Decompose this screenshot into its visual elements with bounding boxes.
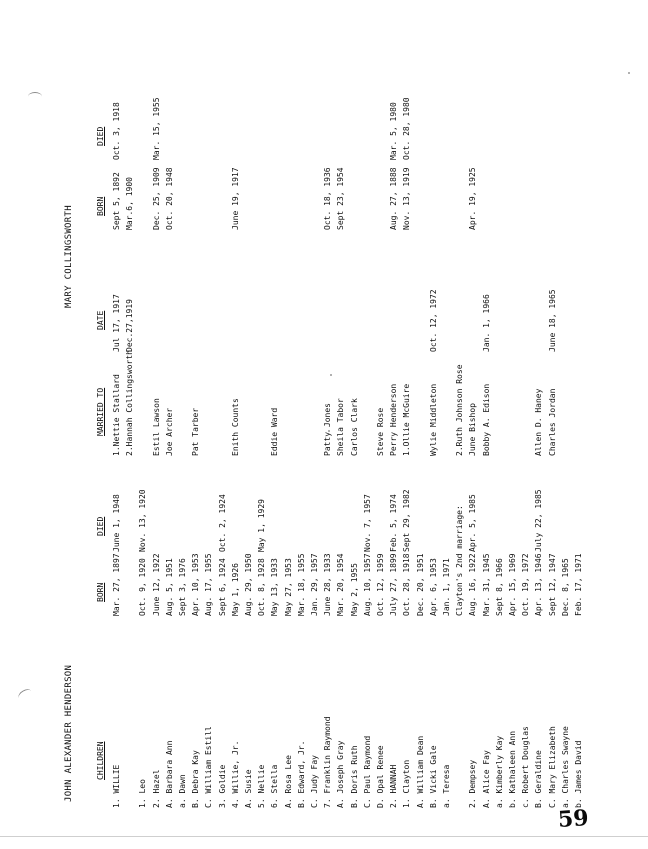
born-date: Oct. 9, 1920 [138, 558, 148, 616]
spouse-born-column-header: BORN [96, 196, 105, 216]
spouse-name: Allen D. Haney [534, 388, 544, 456]
born-date: May 13, 1933 [270, 558, 280, 616]
spouse-name: June Bishop [468, 403, 478, 456]
table-row [574, 80, 586, 820]
child-name: a. Charles Swayne [560, 726, 570, 808]
child-name: 4. Willie, Jr. [230, 740, 240, 808]
marriage-date: June 18, 1965 [547, 289, 557, 352]
child-name: A. Alice Fay [481, 750, 491, 808]
table-row [482, 80, 494, 820]
spouse-born-date: Aug. 27, 1888 [389, 167, 399, 230]
died-date: Feb. 5, 1974 [389, 494, 399, 552]
spouse-name: Estil Lawson [151, 398, 161, 456]
born-date: Apr. 10, 1953 [191, 553, 201, 616]
died-date: Nov. 7, 1957 [362, 494, 372, 552]
died-date: Sept 29, 1982 [402, 489, 412, 552]
child-name: 1. Leo [138, 779, 148, 808]
table-row [297, 80, 309, 820]
child-name: c. Robert Douglas [521, 726, 531, 808]
spouse-name: Sheila Tabor [336, 398, 346, 456]
left-family-title: JOHN ALEXANDER HENDERSON [64, 664, 74, 802]
table-row [218, 80, 230, 820]
table-row [310, 80, 322, 820]
table-row [125, 80, 137, 820]
spouse-name: Wylie Middleton [428, 383, 438, 456]
died-column-header: DIED [96, 516, 105, 536]
child-name: C. Judy Fay [310, 755, 319, 808]
table-row [416, 80, 428, 820]
died-date: Nov. 13, 1920 [138, 489, 148, 552]
table-row [231, 80, 243, 820]
table-row [152, 80, 164, 820]
spouse-name: 1.Ollie McGuire [402, 383, 412, 456]
born-date: Aug. 17, 1955 [204, 553, 214, 616]
spouse-name: 2.Hannah Collingsworth [125, 350, 135, 456]
marriage-date: Oct. 12, 1972 [428, 289, 438, 352]
table-row [323, 80, 335, 820]
scan-mark-left [17, 687, 34, 702]
spouse-born-date: Oct. 20, 1948 [164, 167, 174, 230]
died-date: May 1, 1929 [257, 499, 267, 552]
spouse-name: 2.Ruth Johnson Rose [455, 364, 465, 456]
child-name: 6. Stella [270, 764, 280, 808]
born-column-header: BORN [96, 582, 105, 602]
child-name: D. Opal Renee [376, 745, 385, 808]
spouse-born-date: Apr. 19, 1925 [468, 167, 478, 230]
table-row [402, 80, 414, 820]
page-number: 59 [557, 804, 590, 834]
child-name: A. Susie [244, 769, 253, 808]
spouse-name: Steve Rose [376, 407, 385, 456]
born-date: Mar. 18, 1955 [296, 553, 306, 616]
child-name: 7. Franklin Raymond [323, 716, 333, 808]
child-name: C. Paul Raymond [362, 735, 372, 808]
spouse-name: 1.Nettie Stallard [112, 374, 121, 456]
born-date: Clayton's 2nd marriage: [455, 505, 465, 616]
marriage-date: Jan. 1, 1966 [481, 294, 491, 352]
born-date: June 28, 1933 [323, 553, 333, 616]
table-row [112, 80, 124, 820]
born-date: Feb. 17, 1971 [574, 553, 583, 616]
child-name: B. Doris Ruth [349, 745, 359, 808]
table-row [561, 80, 573, 820]
born-date: Oct. 12, 1959 [376, 553, 385, 616]
born-date: Mar. 27, 1897 [112, 553, 121, 616]
born-date: Jan. 29, 1957 [310, 553, 319, 616]
table-row [548, 80, 560, 820]
born-date: June 12, 1922 [151, 553, 161, 616]
table-row [350, 80, 362, 820]
child-name: A. Rosa Lee [283, 755, 293, 808]
born-date: Dec. 8, 1965 [560, 558, 570, 616]
table-row [508, 80, 520, 820]
marriage-date: Dec.27,1919 [125, 299, 135, 352]
child-name: C. Mary Elizabeth [547, 726, 557, 808]
table-row [442, 80, 454, 820]
scan-speck [628, 72, 630, 74]
spouse-died-date: Oct. 28, 1980 [402, 97, 412, 160]
born-date: Sept 6, 1924 [217, 558, 227, 616]
table-row [244, 80, 256, 820]
married-to-column-header: MARRIED TO [96, 387, 105, 436]
born-date: Sept 12, 1947 [547, 553, 557, 616]
born-date: Mar. 20, 1954 [336, 553, 346, 616]
spouse-born-date: Sept 23, 1954 [336, 167, 346, 230]
born-date: Oct. 19, 1972 [521, 553, 531, 616]
child-name: A. Joseph Gray [336, 740, 346, 808]
child-name: B. Vicki Gale [428, 745, 438, 808]
born-date: Sept 3, 1976 [178, 558, 187, 616]
child-name: 2. HANNAH [389, 764, 399, 808]
died-date: July 22, 1985 [534, 489, 544, 552]
child-name: a. Teresa [442, 764, 451, 808]
table-row [429, 80, 441, 820]
died-date: Apr. 5, 1985 [468, 494, 478, 552]
child-name: 1. WILLIE [112, 764, 121, 808]
spouse-born-date: Mar.6, 1900 [125, 177, 135, 230]
child-name: b. James David [574, 740, 583, 808]
born-date: Mar. 31, 1945 [481, 553, 491, 616]
spouse-born-date: June 19, 1917 [230, 167, 240, 230]
spouse-born-date: Nov. 13, 1919 [402, 167, 412, 230]
table-row [389, 80, 401, 820]
date-column-header: DATE [96, 310, 105, 330]
born-date: Oct. 28, 1918 [402, 553, 412, 616]
spouse-name: Patty Jones [323, 403, 333, 456]
child-name: B. Edward, Jr. [296, 740, 306, 808]
spouse-died-date: Mar. 15, 1955 [151, 97, 161, 160]
child-name: B. Debra Kay [191, 750, 201, 808]
born-date: May 27, 1953 [283, 558, 293, 616]
table-row [376, 80, 388, 820]
child-name: 2. Hazel [151, 769, 161, 808]
table-row [165, 80, 177, 820]
child-name: a. Kimberly Kay [494, 735, 504, 808]
born-date: Aug. 10, 1957 [362, 553, 372, 616]
child-name: 3. Goldie [217, 764, 227, 808]
spouse-born-date: Dec. 25, 1909 [151, 167, 161, 230]
spouse-name: Carlos Clark [349, 398, 359, 456]
table-row [204, 80, 216, 820]
right-family-title: MARY COLLINGSWORTH [64, 205, 74, 308]
spouse-name: Enith Counts [230, 398, 240, 456]
born-date: Aug. 29, 1950 [244, 553, 253, 616]
child-name: A. Barbara Ann [164, 740, 174, 808]
spouse-died-date: Mar. 5, 1980 [389, 102, 399, 160]
born-date: May 1, 1926 [230, 563, 240, 616]
child-name: 1. Clayton [402, 759, 412, 808]
children-column-header: CHILDREN [96, 741, 105, 780]
table-row [363, 80, 375, 820]
spouse-name: Charles Jordan [547, 388, 557, 456]
child-name: b. Kathaleen Ann [508, 730, 517, 808]
spouse-born-date: Oct. 18, 1936 [323, 167, 333, 230]
table-row [455, 80, 467, 820]
table-row [178, 80, 190, 820]
table-row [468, 80, 480, 820]
marriage-date: Jul 17, 1917 [112, 294, 121, 352]
table-row [521, 80, 533, 820]
spouse-born-date: Sept 5, 1892 [112, 172, 121, 230]
born-date: Apr. 15, 1969 [508, 553, 517, 616]
died-date: Oct. 2, 1924 [217, 494, 227, 552]
child-name: 2. Dempsey [468, 759, 478, 808]
table-row [138, 80, 150, 820]
spouse-died-date: Oct. 3, 1918 [112, 102, 121, 160]
table-row [257, 80, 269, 820]
spouse-died-column-header: DIED [96, 126, 105, 146]
born-date: July 27, 1899 [389, 553, 399, 616]
spouse-name: Joe Archer [164, 407, 174, 456]
born-date: Aug. 16, 1922 [468, 553, 478, 616]
spouse-name: Eddie Ward [270, 407, 280, 456]
table-row [270, 80, 282, 820]
child-name: C. William Estill [204, 726, 214, 808]
spouse-name: Perry Henderson [389, 383, 399, 456]
table-row [495, 80, 507, 820]
child-name: a. Dawn [178, 774, 187, 808]
table-row [336, 80, 348, 820]
child-name: B. Geraldine [534, 750, 544, 808]
born-date: Apr. 6, 1953 [428, 558, 438, 616]
spouse-name: Bobby A. Edison [481, 383, 491, 456]
rotated-genealogy-sheet [60, 80, 600, 820]
scan-mark-top-left [28, 92, 42, 101]
died-date: June 1, 1948 [112, 494, 121, 552]
born-date: Apr. 13, 1946 [534, 553, 544, 616]
born-date: Dec. 20, 1951 [415, 553, 425, 616]
table-row [284, 80, 296, 820]
born-date: Sept 8, 1966 [494, 558, 504, 616]
page-bottom-edge [0, 836, 648, 837]
born-date: Jan. 1, 1971 [442, 558, 451, 616]
child-name: A. William Dean [415, 735, 425, 808]
table-row [534, 80, 546, 820]
table-row [191, 80, 203, 820]
born-date: Aug. 5, 1951 [164, 558, 174, 616]
born-date: May 2, 1955 [349, 563, 359, 616]
born-date: Oct. 8, 1928 [257, 558, 267, 616]
spouse-name: Pat Tarber [191, 407, 201, 456]
child-name: 5. Nellie [257, 764, 267, 808]
